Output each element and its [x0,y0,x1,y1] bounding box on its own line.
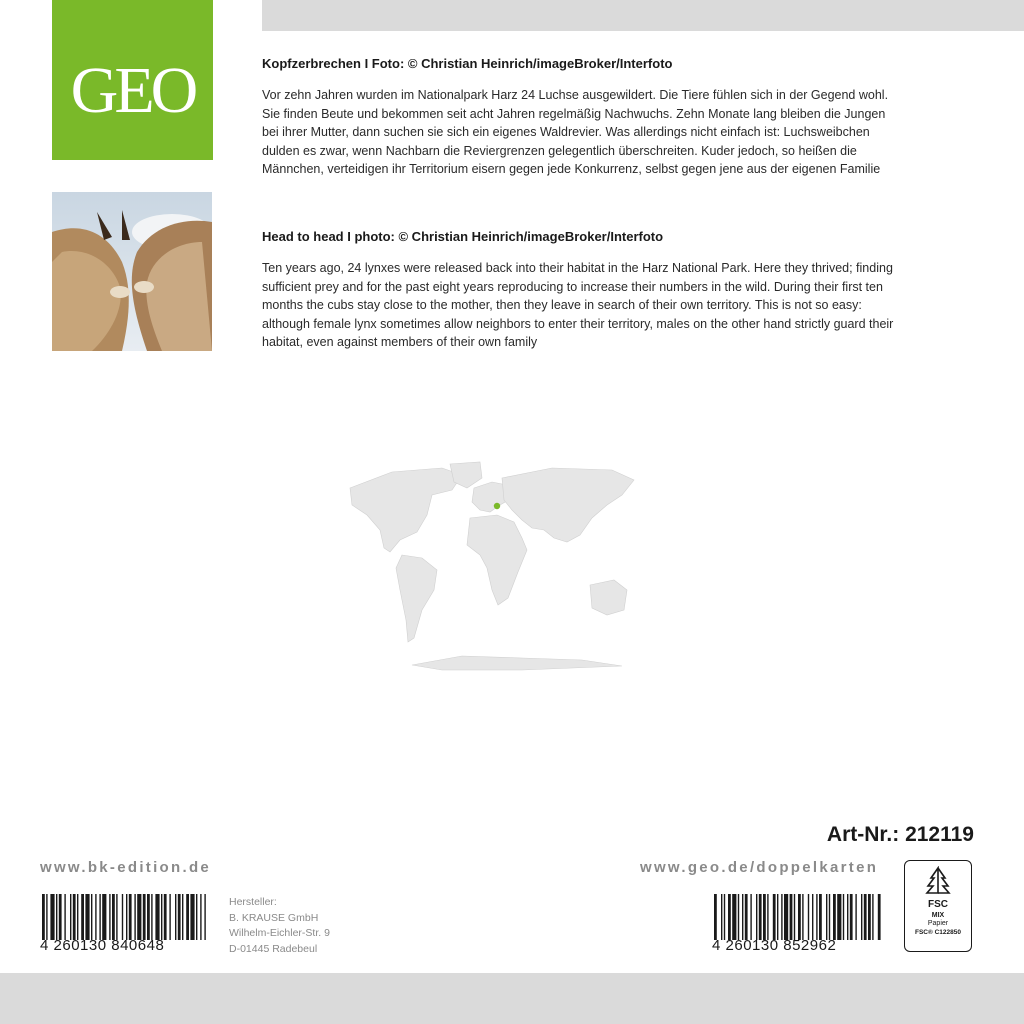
africa-shape [467,515,527,605]
australia-shape [590,580,627,615]
antarctica-shape [412,656,622,670]
location-marker [494,503,500,509]
article-number: Art-Nr.: 212119 [826,823,974,846]
bottom-gray-bar [0,973,1024,1024]
geo-doppelkarten-url[interactable]: www.geo.de/doppelkarten [640,859,879,876]
asia-shape [502,468,634,542]
english-heading: Head to head I photo: © Christian Heinrich/imageBroker/Interfoto [262,229,664,244]
fsc-paper: Papier [927,920,949,927]
geo-logo [52,0,213,160]
barcode-right [712,894,882,954]
fsc-brand: FSC [928,899,948,910]
bk-edition-url[interactable]: www.bk-edition.de [40,859,212,876]
world-map [322,460,640,672]
manufacturer-company: B. KRAUSE GmbH [229,911,319,924]
fsc-tree-icon [921,866,955,896]
barcode-left-bars [40,894,210,940]
manufacturer-street: Wilhelm-Eichler-Str. 9 [229,927,330,939]
south-america-shape [396,555,437,642]
barcode-right-bars [712,894,882,940]
lynx-photo-thumbnail [52,192,212,351]
fsc-label [904,860,972,952]
german-heading: Kopfzerbrechen I Foto: © Christian Heinrich/imageBroker/Interfoto [262,56,673,71]
english-text: Ten years ago, 24 lynxes were released back into their habitat in the Harz National Park. Here they thrived; finding sufficient prey and for the past eight years reproducing to increase their numbers in the wild. During their first ten months the cubs stay close to the mother, then they leave in search of their own territory. This is not so easy: although female lynx sometimes allow neighbors to enter their territory, males on the other hand strictly guard their habitat, even against members of their own family [262,261,894,349]
top-gray-bar [262,0,1024,31]
fsc-code: FSC® C122850 [915,929,961,936]
fsc-mix: MIX [931,912,945,919]
north-america-shape [350,468,462,552]
barcode-left [40,894,210,954]
barcode-left-digits: 4 260130 840648 [40,937,165,954]
manufacturer-info [229,895,330,957]
manufacturer-city: D-01445 Radebeul [229,942,318,955]
barcode-right-digits: 4 260130 852962 [712,937,837,954]
german-text: Vor zehn Jahren wurden im Nationalpark Harz 24 Luchse ausgewildert. Die Tiere fühlen sich in der Gegend wohl. Sie finden Beute und bekommen seit acht Jahren regelmäßig Nachwuchs. Zehn Monate lang bleiben die Jungen bei ihrer Mutter, dann suchen sie sich ein eigenes Waldrevier. Was allerdings nicht einfach ist: Luchsweibchen dulden es zwar, wenn Nachbarn die Reviergrenzen gelegentlich überschreiten. Kuder jedoch, so heißen die Männchen, verteidigen ihr Territorium eisern gegen jede Konkurrenz, selbst gegen jene aus der eigenen Familie [262,88,889,176]
manufacturer-label: Hersteller: [229,896,277,908]
logo-text: GEO [70,54,195,127]
